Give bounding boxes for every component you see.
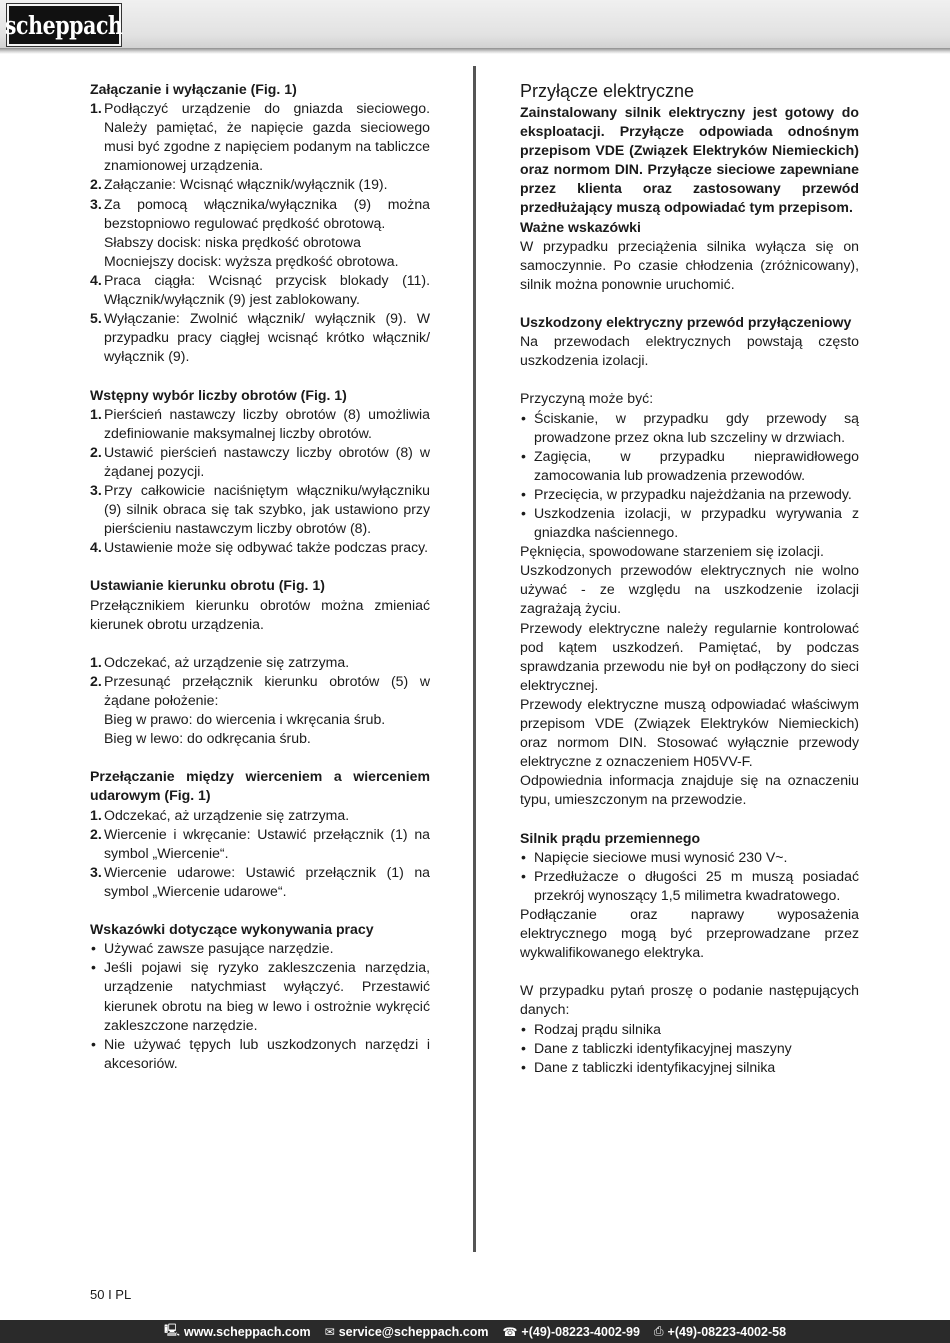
brand-logo: [7, 4, 121, 46]
list-item: 2. Przesunąć przełącznik kierunku obrotów (5) w żądane położenie:: [90, 672, 430, 708]
on-off-steps: [90, 99, 430, 233]
direction-intro: Przełącznikiem kierunku obrotów można zmieniać kierunek obrotu urządzenia.: [90, 596, 430, 632]
list-item: 1. Odczekać, aż urządzenie się zatrzyma.: [90, 653, 350, 670]
cause-intro: Przyczyną może być:: [520, 390, 654, 407]
section-heading-direction: Ustawianie kierunku obrotu (Fig. 1): [90, 577, 325, 594]
footer-email-text: service@scheppach.com: [338, 1324, 489, 1339]
list-item: • Dane z tabliczki identyfikacyjnej maszyny: [520, 1039, 859, 1058]
list-item: • Ściskanie, w przypadku gdy przewody są prowadzone przez okna lub szczeliny w drzwiach.: [520, 409, 859, 447]
section-heading-speed: Wstępny wybór liczby obrotów (Fig. 1): [90, 386, 347, 403]
questions-list: [520, 1020, 859, 1077]
page-header: [0, 0, 950, 50]
list-item: 1. Podłączyć urządzenie do gniazda sieciowego. Należy pamiętać, że napięcie gazda sieciowego musi być zgodne z napięciem podanym na tabliczce znamionowej urządzenia.: [90, 100, 430, 174]
speed-steps: [90, 405, 430, 558]
list-item: • Przedłużacze o długości 25 m muszą posiadać przekrój wynoszący 1,5 milimetra kwadratowego.: [520, 867, 859, 905]
causes-list: [520, 409, 859, 543]
header-shadow: [0, 48, 950, 54]
list-item: 5. Wyłączanie: Zwolnić włącznik/ wyłącznik (9). W przypadku pracy ciągłej wcisnąć krótko włącznik/ wyłącznik (9).: [90, 310, 430, 365]
paragraph: Odpowiednia informacja znajduje się na oznaczeniu typu, umieszczonym na przewodzie.: [520, 772, 859, 808]
list-item: 4. Ustawienie może się odbywać także podczas pracy.: [90, 539, 429, 556]
left-column: [90, 80, 430, 1073]
ac-motor-list: [520, 848, 859, 905]
section-heading-on-off: Załączanie i wyłączanie (Fig. 1): [90, 81, 297, 97]
paragraph: Przewody elektryczne muszą odpowiadać właściwym przepisom VDE (Związek Elektryków Niemieckich) oraz normom DIN. Stosować wyłącznie przewody elektryczne z oznaczeniem H05VV-F.: [520, 695, 859, 770]
list-item: • Przecięcia, w przypadku najeżdżania na przewody.: [520, 485, 859, 504]
list-item: • Rodzaj prądu silnika: [520, 1020, 859, 1039]
on-off-steps-continued: [90, 271, 430, 366]
page-footer: [0, 1320, 950, 1343]
damaged-cable-text: Na przewodach elektrycznych powstają często uszkodzenia izolacji.: [520, 333, 859, 369]
list-item: 3. Wiercenie udarowe: Ustawić przełącznik (1) na symbol „Wiercenie udarowe“.: [90, 863, 430, 899]
sub-line: Bieg w prawo: do wiercenia i wkręcania śrub.: [104, 711, 386, 728]
list-item: • Nie używać tępych lub uszkodzonych narzędzi i akcesoriów.: [90, 1035, 430, 1073]
list-item: 3. Za pomocą włącznika/wyłącznika (9) można bezstopniowo regulować prędkość obrotową.: [90, 195, 430, 231]
list-item: • Napięcie sieciowe musi wynosić 230 V~.: [520, 848, 859, 867]
footer-fax-text: +(49)-08223-4002-58: [667, 1324, 787, 1339]
direction-steps: [90, 653, 430, 710]
list-item: • Uszkodzenia izolacji, w przypadku wyrywania z gniazdka naściennego.: [520, 504, 859, 542]
section-heading-drill-mode: Przełączanie między wierceniem a wierceniem udarowym (Fig. 1): [90, 768, 430, 804]
paragraph: Uszkodzonych przewodów elektrycznych nie wolno używać - ze względu na uszkodzenie izolacji zagrażają życiu.: [520, 562, 859, 617]
damaged-cable-heading: Uszkodzony elektryczny przewód przyłączeniowy: [520, 314, 852, 331]
page-number: 50 I PL: [90, 1287, 132, 1302]
list-item: 1. Odczekać, aż urządzenie się zatrzyma.: [90, 806, 350, 823]
list-item: 1. Pierścień nastawczy liczby obrotów (8) umożliwia zdefiniowanie maksymalnej liczby obrotów.: [90, 405, 430, 441]
list-item: 3. Przy całkowicie naciśniętym włączniku/wyłączniku (9) silnik obraca się tak szybko, jak ustawiono przy pierścieniu nastawczym liczby obrotów (8).: [90, 481, 430, 537]
right-column: [520, 80, 859, 1077]
paragraph: Podłączanie oraz naprawy wyposażenia elektrycznego mogą być przeprowadzane przez wykwalifikowanego elektryka.: [520, 905, 859, 961]
list-item: 2. Załączanie: Wcisnąć włącznik/wyłącznik (19).: [90, 176, 388, 193]
ac-motor-heading: Silnik prądu przemiennego: [520, 829, 701, 846]
paragraph: W przypadku pytań proszę o podanie następujących danych:: [520, 982, 859, 1018]
footer-web-text: www.scheppach.com: [183, 1324, 311, 1339]
list-item: 2. Ustawić pierścień nastawczy liczby obrotów (8) w żądanej pozycji.: [90, 443, 430, 479]
sub-line: Bieg w lewo: do odkręcania śrub.: [104, 730, 311, 747]
important-text: W przypadku przeciążenia silnika wyłącza się on samoczynnie. Po czasie chłodzenia (zróżnicowany), silnik można ponownie uruchomić.: [520, 237, 859, 292]
list-item: • Używać zawsze pasujące narzędzie.: [90, 939, 430, 958]
important-heading: Ważne wskazówki: [520, 218, 641, 235]
section-title-electrical: Przyłącze elektryczne: [520, 81, 695, 101]
brand-logo-text: scheppach: [5, 10, 123, 40]
phone-icon: ☎: [502, 1324, 518, 1339]
list-item: • Jeśli pojawi się ryzyko zakleszczenia narzędzia, urządzenie natychmiast wyłączyć. Przestawić kierunek obrotu na bieg w lewo i ostrożnie wykręcić zakleszczone narzędzie.: [90, 958, 430, 1034]
drill-mode-steps: [90, 806, 430, 901]
footer-fax: [654, 1324, 786, 1339]
section-heading-work-tips: Wskazówki dotyczące wykonywania pracy: [90, 921, 374, 938]
footer-phone: [502, 1325, 639, 1339]
fax-icon: ⎙: [653, 1324, 664, 1338]
paragraph: Przewody elektryczne należy regularnie kontrolować pod kątem uszkodzeń. Pamiętać, by podczas sprawdzania przewodu nie był on podłączony do sieci elektrycznej.: [520, 619, 859, 693]
footer-email[interactable]: [325, 1325, 489, 1339]
sub-line: Mocniejszy docisk: wyższa prędkość obrotowa.: [104, 252, 399, 269]
computer-icon: 🖳: [163, 1323, 180, 1337]
sub-line: Słabszy docisk: niska prędkość obrotowa: [104, 233, 361, 250]
list-item: • Zagięcia, w przypadku nieprawidłowego zamocowania lub prowadzenia przewodów.: [520, 447, 859, 485]
work-tips-list: [90, 939, 430, 1073]
column-divider: [473, 66, 476, 1252]
electrical-intro: Zainstalowany silnik elektryczny jest gotowy do eksploatacji. Przyłącze odpowiada odnośnym przepisom VDE (Związek Elektryków Niemieckich) oraz normom DIN. Przyłącze sieciowe zapewniane przez klienta oraz zastosowany przewód przedłużający muszą odpowiadać tym przepisom.: [520, 104, 859, 216]
footer-phone-text: +(49)-08223-4002-99: [521, 1324, 640, 1339]
list-item: 2. Wiercenie i wkręcanie: Ustawić przełącznik (1) na symbol „Wiercenie“.: [90, 825, 430, 861]
paragraph: Pęknięcia, spowodowane starzeniem się izolacji.: [520, 543, 824, 560]
envelope-icon: ✉: [324, 1324, 335, 1339]
footer-web[interactable]: [164, 1321, 311, 1342]
list-item: • Dane z tabliczki identyfikacyjnej silnika: [520, 1058, 859, 1077]
list-item: 4. Praca ciągła: Wcisnąć przycisk blokady (11). Włącznik/wyłącznik (9) jest zablokowany.: [90, 271, 430, 308]
